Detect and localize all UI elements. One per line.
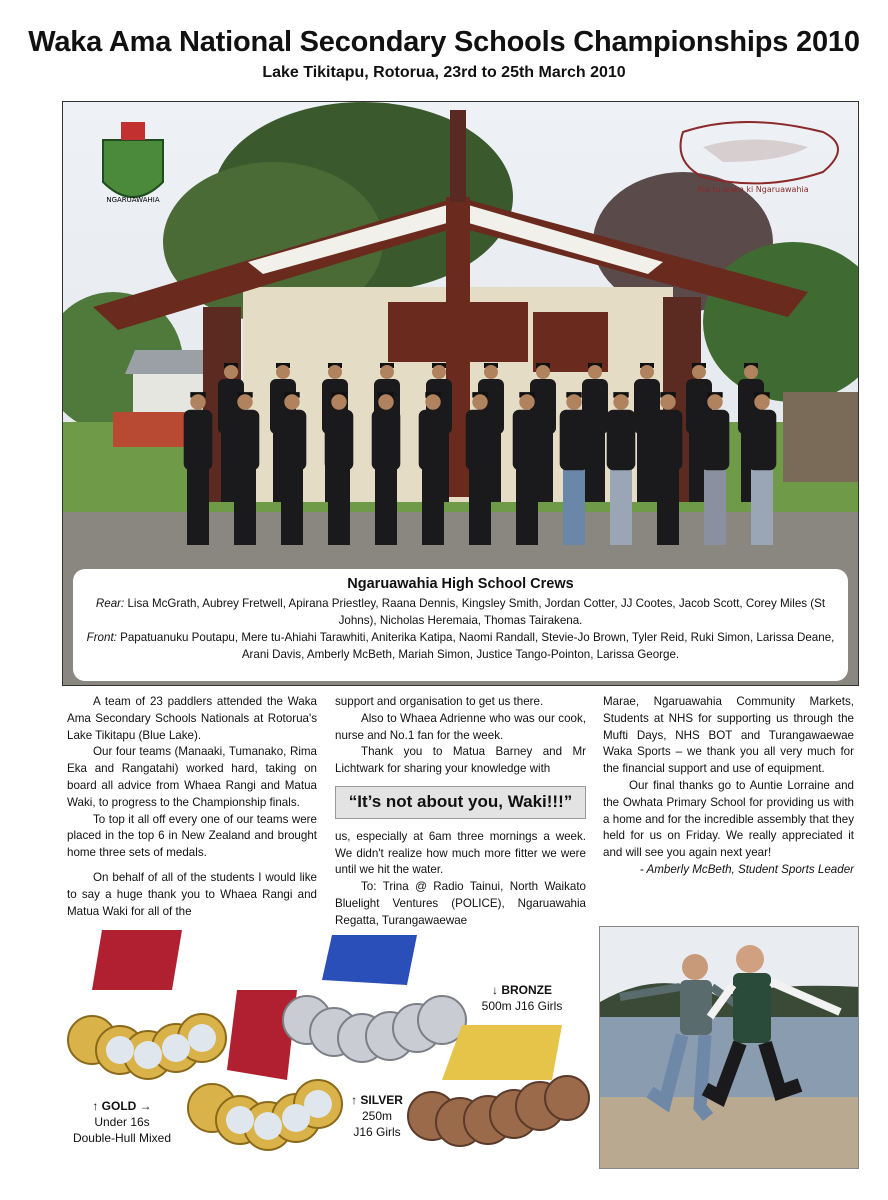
gold-label: ↑ GOLD → Under 16s Double-Hull Mixed (72, 1099, 172, 1145)
paragraph: On behalf of all of the students I would like to say a huge thank you to Whaea Rangi and Matua Waki for all of the (67, 870, 317, 918)
front-label: Front: (86, 631, 117, 644)
crew-member (560, 392, 589, 545)
svg-text:NGARUAWAHIA: NGARUAWAHIA (106, 196, 160, 204)
caption-title: Ngaruawahia High School Crews (347, 576, 574, 592)
paragraph: support and organisation to get us there. (335, 695, 544, 708)
article-column-3 (603, 694, 854, 879)
crew-member (654, 392, 683, 545)
medals-photo (62, 930, 592, 1170)
crew-member (184, 392, 213, 545)
article-column-2 (335, 694, 586, 930)
paragraph: A team of 23 paddlers attended the Waka Ama Secondary Schools Nationals at Rotorua's Lake Tikitapu (Blue Lake). (67, 695, 317, 742)
paragraph: To top it all off every one of our teams were placed in the top 6 in New Zealand and brought home three sets of medals. (67, 812, 317, 860)
crew-member (701, 392, 730, 545)
crew-member (372, 392, 401, 545)
bronze-label: ↓ BRONZE 500m J16 Girls (481, 983, 563, 1013)
silver-medals (283, 935, 466, 1062)
crew-member (278, 392, 307, 545)
front-names: Papatuanuku Poutapu, Mere tu-Ahiahi Tarawhiti, Aniterika Katipa, Naomi Randall, Stevie-Jo Brown, Tyler Reid, Ruki Simon, Larissa Deane, Arani Davis, Amberly McBeth, Mariah Simon, Justice Tango-Pointon, Larissa George. (120, 631, 835, 661)
paragraph: us, especially at 6am three mornings a week. We didn't realize how much more fitter we were until we hit the water. (335, 829, 586, 877)
photo-caption (73, 569, 848, 681)
paragraph: Marae, Ngaruawahia Community Markets, Students at NHS for supporting us through the Mufti Days, NHS BOT and Turangawaewae Waka Sports – we thank you all very much for the financial support and use of equipment. (603, 695, 854, 776)
paragraph: Our final thanks go to Auntie Lorraine and the Owhata Primary School for providing us with a home and for the incredible assembly that they held for us on Friday. We really appreciated it and will see you again next year! (603, 778, 854, 860)
team-photo (62, 101, 859, 686)
paragraph: Also to Whaea Adrienne who was our cook, nurse and No.1 fan for the week. (335, 711, 586, 742)
crew-member (419, 392, 448, 545)
svg-text:Kia tu waka ki Ngaruawahia: Kia tu waka ki Ngaruawahia (697, 185, 809, 194)
jumping-photo (599, 926, 859, 1169)
article-column-1 (67, 694, 317, 920)
paragraph: Thank you to Matua Barney and Mr Lichtwark for sharing your knowledge with (335, 745, 586, 776)
crew-member (748, 392, 777, 545)
crew-member (607, 392, 636, 545)
rear-label: Rear: (95, 597, 125, 610)
paragraph: Our four teams (Manaaki, Tumanako, Rima Eka and Rangatahi) worked hard, taking on board all advice from Whaea Rangi and Matua Waki, to progress to the Championship finals. (67, 745, 317, 809)
jumping-girls-illustration (600, 927, 859, 1169)
crew-member (325, 392, 354, 545)
paragraph: To: Trina @ Radio Tainui, North Waikato Bluelight Ventures (POLICE), Ngaruawahia Regatta, Turangawaewae (335, 880, 586, 927)
crew-member (466, 392, 495, 545)
crew-member (513, 392, 542, 545)
signature: - Amberly McBeth, Student Sports Leader (639, 862, 854, 876)
gold-medals-left (68, 930, 226, 1079)
pull-quote: “It’s not about you, Waki!!!” (335, 786, 586, 819)
page-title: Waka Ama National Secondary Schools Championships 2010 (28, 26, 860, 58)
rear-names: Lisa McGrath, Aubrey Fretwell, Apirana Priestley, Raana Dennis, Kingsley Smith, Jordan Cotter, JJ Cootes, Jacob Scott, Corey Miles (St Johns), Nicholas Heremaia, Thomas Tairakena. (127, 597, 826, 627)
crew-member (231, 392, 260, 545)
silver-label: ↑ SILVER 250m J16 Girls (351, 1093, 403, 1139)
page-subtitle: Lake Tikitapu, Rotorua, 23rd to 25th March 2010 (262, 64, 626, 81)
